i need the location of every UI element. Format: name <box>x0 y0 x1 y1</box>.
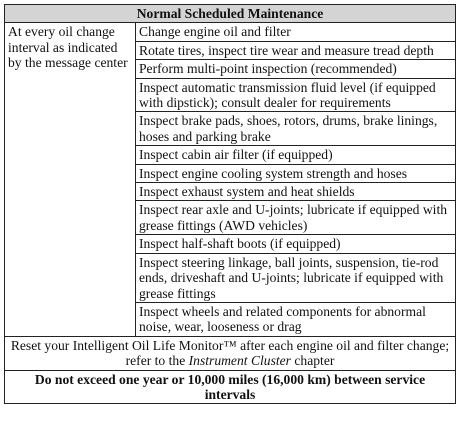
interval-cell: At every oil change interval as indicated by the message center <box>5 23 136 336</box>
task-cell: Perform multi-point inspection (recommended) <box>136 60 456 78</box>
service-interval-warning: Do not exceed one year or 10,000 miles (16,000 km) between service intervals <box>5 370 456 404</box>
reset-note <box>5 336 456 370</box>
reset-note-chapter: Instrument Cluster <box>188 353 291 369</box>
maintenance-table <box>4 4 456 404</box>
reset-note-suffix: chapter <box>290 353 335 369</box>
task-cell: Inspect exhaust system and heat shields <box>136 183 456 201</box>
warning-row <box>5 370 456 404</box>
maintenance-table-container <box>4 4 455 404</box>
task-cell: Inspect rear axle and U-joints; lubricate if equipped with grease fittings (AWD vehicles) <box>136 201 456 235</box>
note-row <box>5 336 456 370</box>
table-title: Normal Scheduled Maintenance <box>5 5 456 23</box>
task-cell: Inspect wheels and related components for abnormal noise, wear, looseness or drag <box>136 302 456 336</box>
task-cell: Inspect cabin air filter (if equipped) <box>136 146 456 164</box>
task-cell: Change engine oil and filter <box>136 23 456 41</box>
task-cell: Inspect half-shaft boots (if equipped) <box>136 235 456 253</box>
task-cell: Inspect steering linkage, ball joints, suspension, tie-rod ends, driveshaft and U-joints; lubricate if equipped with grease fittings <box>136 253 456 302</box>
task-cell: Inspect automatic transmission fluid level (if equipped with dipstick); consult dealer for requirements <box>136 78 456 112</box>
task-cell: Rotate tires, inspect tire wear and measure tread depth <box>136 41 456 59</box>
table-row <box>5 23 456 41</box>
reset-note-text: Reset your Intelligent Oil Life Monitor™ after each engine oil and filter change; refer to the <box>10 337 450 369</box>
task-cell: Inspect engine cooling system strength and hoses <box>136 164 456 182</box>
task-cell: Inspect brake pads, shoes, rotors, drums, brake linings, hoses and parking brake <box>136 112 456 146</box>
title-row <box>5 5 456 23</box>
